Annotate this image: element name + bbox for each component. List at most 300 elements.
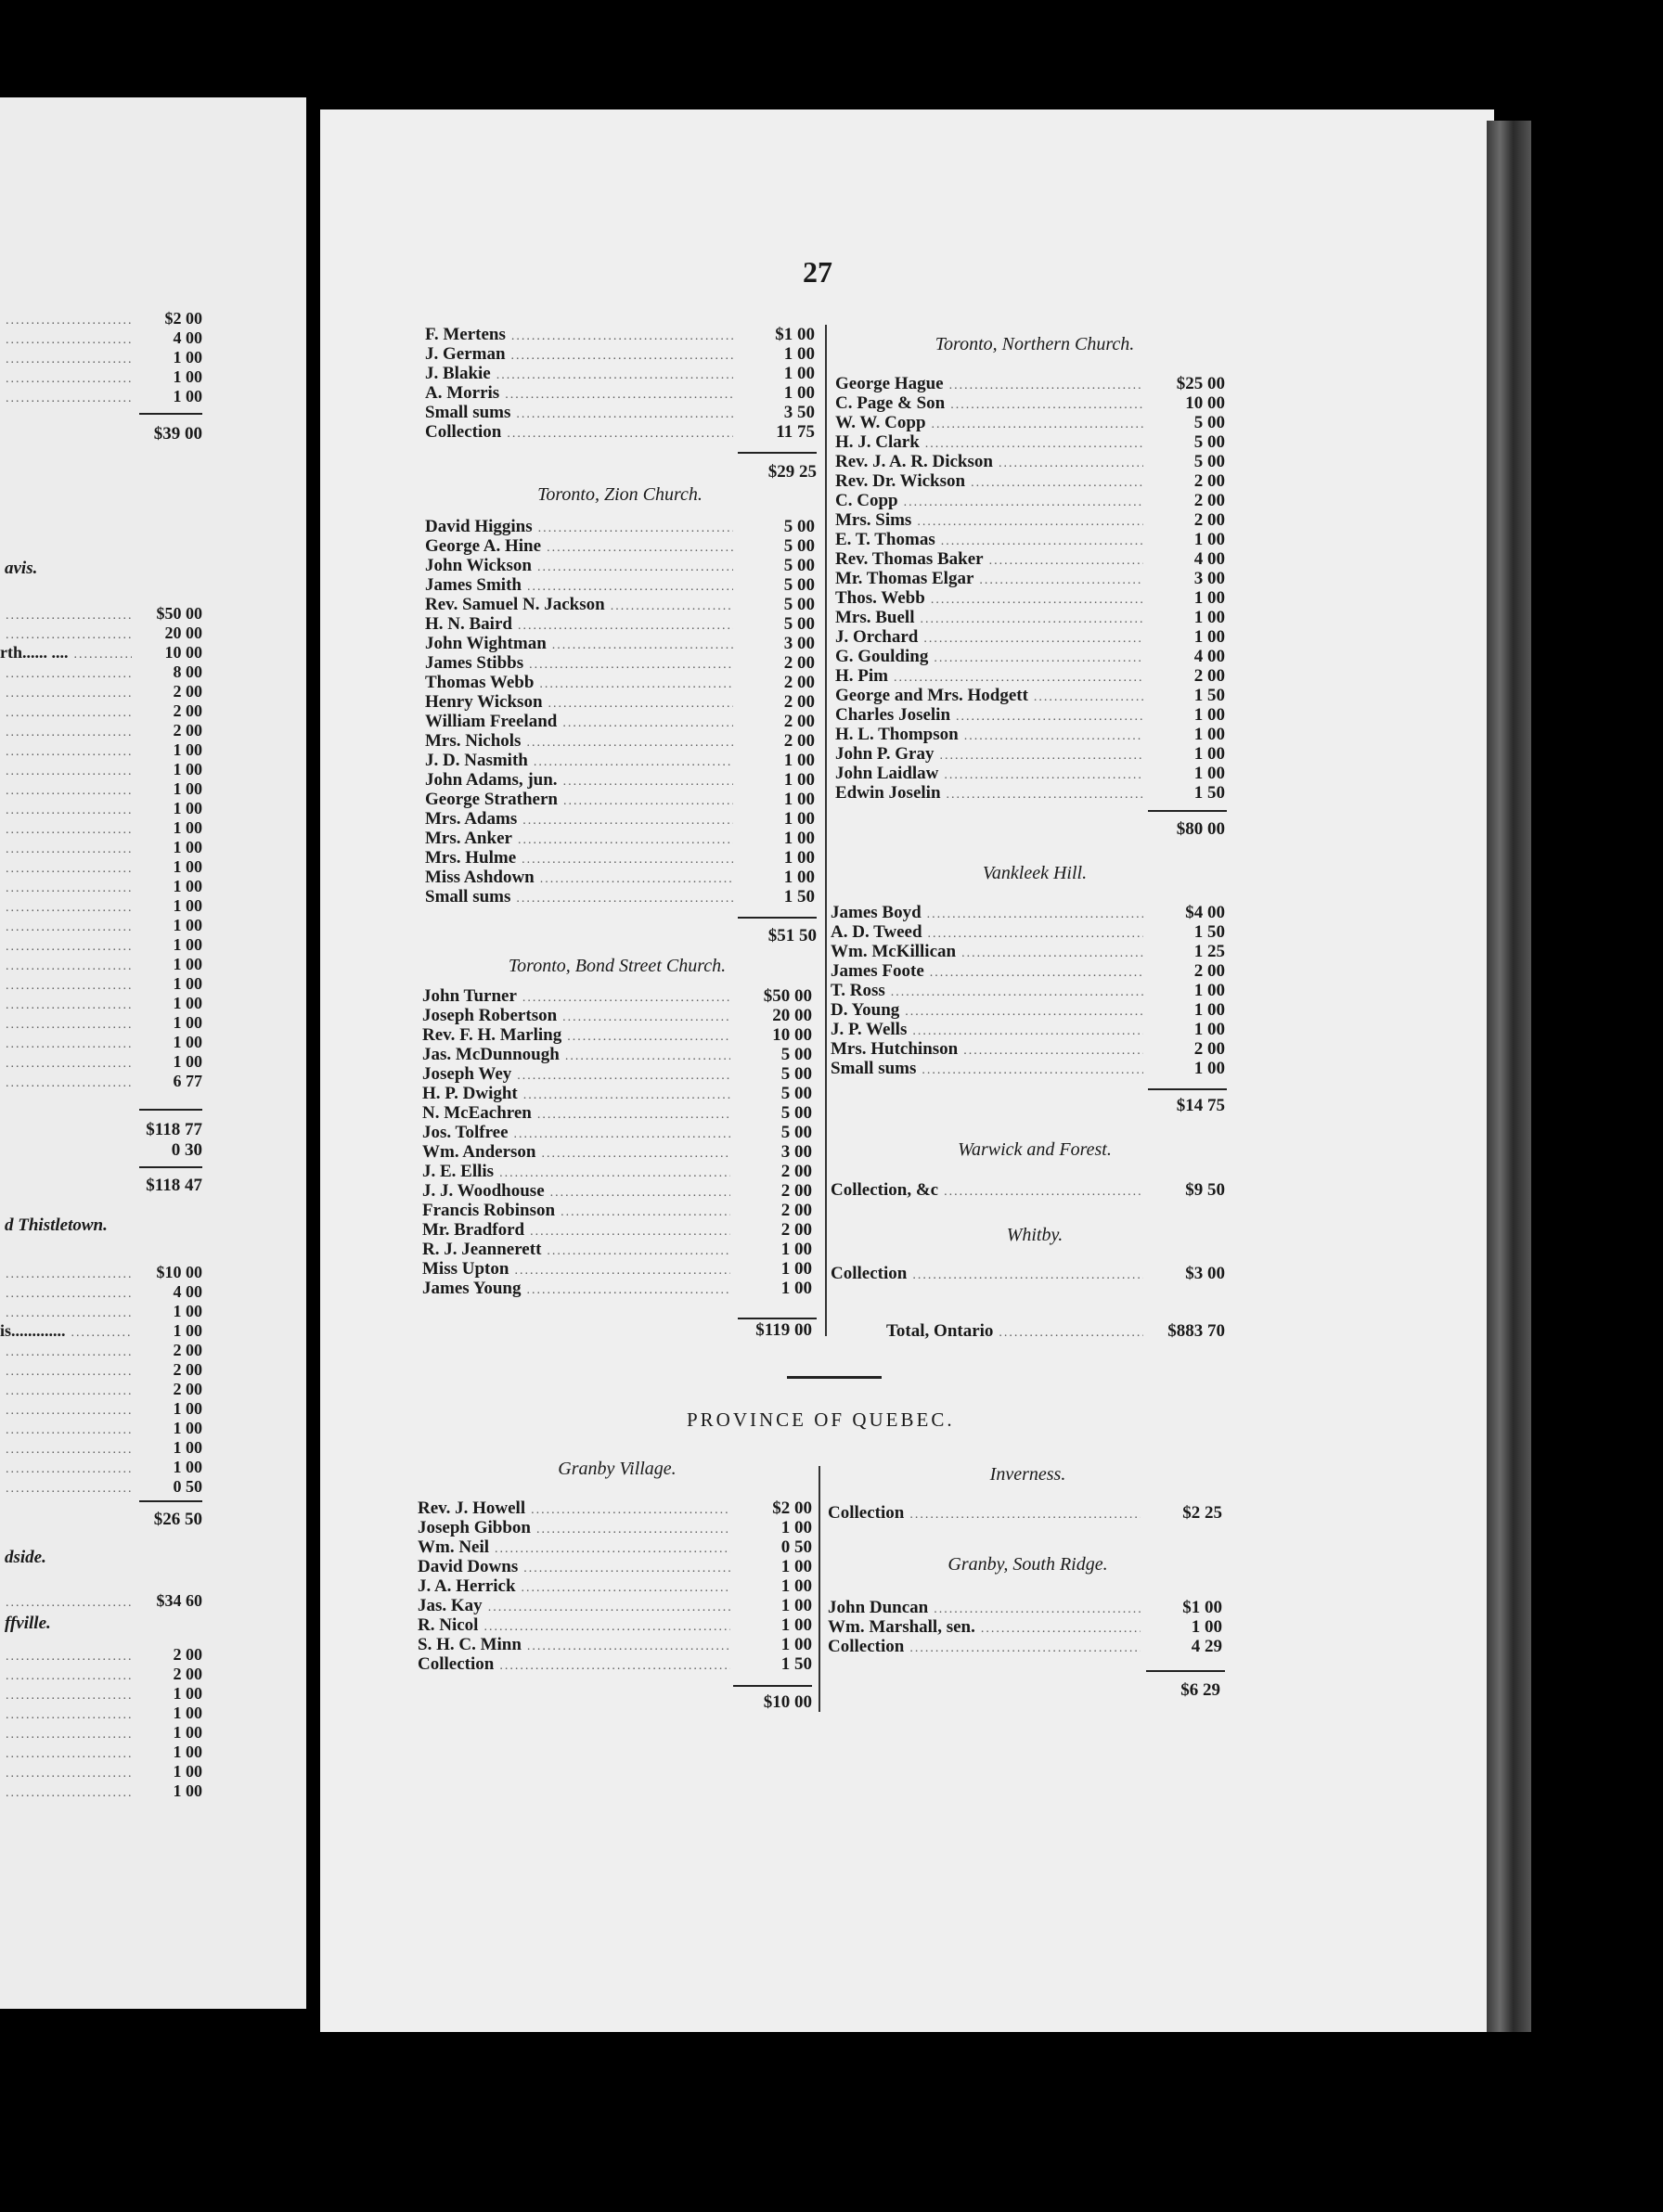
contributor-name: Mrs. Anker <box>425 829 512 848</box>
leader-dots <box>949 376 1143 395</box>
amount: 2 00 <box>780 1201 812 1220</box>
leader-dots <box>999 454 1143 473</box>
amount: 1 00 <box>173 955 202 973</box>
amount: 1 00 <box>1193 588 1225 608</box>
ledger-row-fragment <box>0 643 202 662</box>
section-divider <box>787 1376 882 1379</box>
leader-dots <box>6 1343 132 1362</box>
leader-dots <box>894 668 1143 688</box>
granby-total: $10 00 <box>763 1692 812 1712</box>
ledger-row <box>835 393 1225 413</box>
ledger-row-fragment <box>0 721 202 740</box>
leader-dots <box>6 1035 132 1054</box>
south-ridge-total: $6 29 <box>1180 1680 1220 1700</box>
leader-dots <box>934 1600 1141 1619</box>
leader-dots <box>930 963 1143 983</box>
leader-dots <box>511 327 733 346</box>
amount: 1 00 <box>173 1704 202 1722</box>
amount: 5 00 <box>780 1103 812 1123</box>
ledger-row <box>835 588 1225 608</box>
amount: 1 00 <box>783 829 815 848</box>
amount: 1 00 <box>1193 705 1225 725</box>
amount: 1 00 <box>783 383 815 403</box>
ledger-row <box>835 686 1225 705</box>
amount: 1 00 <box>173 877 202 895</box>
total-rule <box>139 1166 202 1168</box>
ledger-row <box>422 1123 812 1142</box>
amount: 5 00 <box>783 517 815 536</box>
ledger-row-fragment <box>0 1591 202 1611</box>
contributor-name: Thomas Webb <box>425 673 535 692</box>
amount: 1 00 <box>1191 1617 1222 1637</box>
amount: 5 00 <box>783 536 815 556</box>
left-group-1 <box>0 309 202 406</box>
ledger-row <box>418 1635 812 1654</box>
amount: 1 00 <box>173 896 202 915</box>
amount: 2 00 <box>173 1360 202 1379</box>
leader-dots <box>6 1647 132 1666</box>
amount: 1 00 <box>173 799 202 817</box>
ledger-row <box>831 922 1225 942</box>
ledger-row <box>418 1498 812 1518</box>
zion-church-list <box>425 517 815 907</box>
amount: 1 00 <box>780 1557 812 1576</box>
amount: $2 25 <box>1182 1503 1222 1523</box>
section-title-granby: Granby Village. <box>558 1459 677 1479</box>
section-title-whitby: Whitby. <box>1006 1225 1064 1245</box>
ledger-row <box>425 422 815 442</box>
amount: 3 00 <box>780 1142 812 1162</box>
leader-dots <box>536 1520 730 1539</box>
contributor-name: R. J. Jeannerett <box>422 1240 542 1259</box>
amount: 2 00 <box>173 1665 202 1683</box>
leader-dots <box>499 1164 730 1183</box>
amount: 6 77 <box>173 1072 202 1090</box>
leader-dots <box>6 1074 132 1093</box>
ledger-row <box>831 961 1225 981</box>
ledger-row <box>422 986 812 1006</box>
ledger-row-fragment <box>0 1263 202 1282</box>
left-page <box>0 97 306 2009</box>
total-rule <box>1148 810 1227 812</box>
contributor-name: George and Mrs. Hodgett <box>835 686 1028 705</box>
contributor-name: James Young <box>422 1279 522 1298</box>
leader-dots <box>523 1086 730 1105</box>
leader-dots <box>909 1639 1141 1658</box>
leader-dots <box>6 859 132 879</box>
leader-dots <box>567 1027 730 1047</box>
left-total-2a: $118 77 <box>146 1120 202 1139</box>
ledger-row-fragment <box>0 1321 202 1341</box>
amount: 5 00 <box>780 1084 812 1103</box>
leader-dots <box>547 1241 730 1261</box>
ledger-row <box>425 344 815 364</box>
amount: 1 00 <box>173 367 202 386</box>
section-title-bond-street: Toronto, Bond Street Church. <box>508 956 727 976</box>
vankleek-hill-list <box>831 903 1225 1078</box>
amount: 1 00 <box>173 838 202 856</box>
leader-dots <box>6 918 132 937</box>
leader-dots <box>925 434 1143 454</box>
left-total-3: $26 50 <box>153 1510 202 1529</box>
page-number: 27 <box>803 255 832 289</box>
book-spine <box>1487 121 1531 2032</box>
contributor-name: J. J. Woodhouse <box>422 1181 545 1201</box>
contributor-name: Wm. Anderson <box>422 1142 536 1162</box>
contributor-name: Mr. Bradford <box>422 1220 525 1240</box>
leader-dots <box>6 330 132 350</box>
ledger-row <box>835 510 1225 530</box>
amount: 1 50 <box>1193 783 1225 803</box>
ledger-row <box>425 868 815 887</box>
leader-dots <box>6 664 132 684</box>
amount: 1 00 <box>780 1279 812 1298</box>
ledger-row <box>425 848 815 868</box>
leader-dots <box>516 405 733 424</box>
leader-dots <box>534 752 733 772</box>
ledger-row <box>425 653 815 673</box>
amount: 2 00 <box>1193 471 1225 491</box>
leader-dots <box>527 577 733 597</box>
contributor-name: Francis Robinson <box>422 1201 556 1220</box>
total-rule <box>738 917 817 919</box>
leader-dots <box>981 1619 1141 1639</box>
leader-dots <box>518 616 733 636</box>
leader-dots <box>912 1266 1143 1285</box>
ledger-row-fragment <box>0 1419 202 1438</box>
leader-dots <box>505 385 733 405</box>
amount: 2 00 <box>1193 666 1225 686</box>
leader-dots <box>6 350 132 369</box>
leader-dots <box>6 1479 132 1498</box>
contributor-name: John Wightman <box>425 634 547 653</box>
amount: 20 00 <box>772 1006 812 1025</box>
contributor-name: John P. Gray <box>835 744 935 764</box>
amount: 1 00 <box>780 1240 812 1259</box>
northern-church-list <box>835 374 1225 803</box>
leader-dots <box>989 551 1143 571</box>
amount: 1 00 <box>1193 530 1225 549</box>
ledger-row-fragment <box>0 1645 202 1665</box>
contributor-name: William Freeland <box>425 712 558 731</box>
amount: 3 00 <box>783 634 815 653</box>
amount: $2 00 <box>164 309 202 328</box>
ledger-row <box>418 1537 812 1557</box>
ledger-row <box>418 1576 812 1596</box>
leader-dots <box>6 781 132 801</box>
total-rule <box>1146 1670 1225 1672</box>
ledger-row <box>425 556 815 575</box>
contributor-name: Small sums <box>425 403 511 422</box>
contributor-name: A. D. Tweed <box>831 922 922 942</box>
ledger-row-fragment <box>0 779 202 799</box>
contributor-name: Small sums <box>425 887 511 907</box>
ledger-row <box>831 942 1225 961</box>
amount: 1 00 <box>173 1762 202 1781</box>
amount: 1 00 <box>1193 764 1225 783</box>
amount: $2 00 <box>772 1498 812 1518</box>
amount: 5 00 <box>780 1064 812 1084</box>
ledger-row-fragment <box>0 838 202 857</box>
leader-dots <box>517 1066 730 1086</box>
contributor-name: H. P. Dwight <box>422 1084 518 1103</box>
leader-dots <box>547 538 733 558</box>
contributor-name: Rev. F. H. Marling <box>422 1025 562 1045</box>
contributor-name: Collection <box>425 422 502 442</box>
amount: 4 00 <box>1193 549 1225 569</box>
amount: 1 00 <box>783 790 815 809</box>
amount: $4 00 <box>1185 903 1225 922</box>
ledger-row <box>425 790 815 809</box>
column-divider <box>825 325 827 1336</box>
ledger-row <box>831 1039 1225 1059</box>
leader-dots <box>74 645 133 664</box>
ledger-row <box>425 731 815 751</box>
leader-dots <box>563 791 733 811</box>
contributor-name: J. A. Herrick <box>418 1576 516 1596</box>
contributor-name: H. Pim <box>835 666 888 686</box>
amount: 1 00 <box>1193 627 1225 647</box>
leader-dots <box>909 1505 1141 1524</box>
ledger-row <box>422 1259 812 1279</box>
ledger-row <box>831 1020 1225 1039</box>
amount: 1 00 <box>173 857 202 876</box>
leader-dots <box>6 762 132 781</box>
ledger-row <box>422 1006 812 1025</box>
leader-dots <box>6 369 132 389</box>
contributor-name: James Smith <box>425 575 522 595</box>
leader-dots <box>904 493 1143 512</box>
ledger-row <box>835 666 1225 686</box>
vankleek-total: $14 75 <box>1176 1096 1225 1115</box>
ledger-row <box>425 809 815 829</box>
ledger-row <box>425 364 815 383</box>
ledger-row-fragment <box>0 1282 202 1302</box>
contributor-name: N. McEachren <box>422 1103 532 1123</box>
ledger-row-fragment <box>0 604 202 624</box>
ledger-row-fragment <box>0 857 202 877</box>
left-group-2 <box>0 604 202 1091</box>
amount: 10 00 <box>772 1025 812 1045</box>
ledger-row-fragment <box>0 1743 202 1762</box>
ledger-row-fragment <box>0 1477 202 1497</box>
ledger-row <box>422 1084 812 1103</box>
leader-dots <box>6 1284 132 1304</box>
contributor-name: Collection <box>831 1264 908 1283</box>
leader-dots <box>6 311 132 330</box>
ledger-row <box>835 705 1225 725</box>
leader-dots <box>529 655 733 675</box>
leader-dots <box>947 785 1143 804</box>
amount: 0 50 <box>780 1537 812 1557</box>
total-rule <box>139 413 202 415</box>
leader-dots <box>6 1705 132 1725</box>
leader-dots <box>6 820 132 840</box>
amount: $9 50 <box>1185 1180 1225 1200</box>
leader-dots <box>541 1144 730 1164</box>
bond-street-church-list <box>422 986 812 1298</box>
ledger-row-fragment <box>0 1781 202 1801</box>
amount: 1 00 <box>173 1033 202 1051</box>
contributor-name: G. Goulding <box>835 647 929 666</box>
amount: 1 00 <box>783 809 815 829</box>
ledger-row <box>422 1240 812 1259</box>
ledger-row <box>835 530 1225 549</box>
leader-dots <box>921 610 1144 629</box>
leader-dots <box>6 703 132 723</box>
ledger-row-fragment <box>0 367 202 387</box>
leader-dots <box>562 714 733 733</box>
leader-dots <box>526 733 733 752</box>
ledger-row <box>422 1142 812 1162</box>
leader-dots <box>527 1637 730 1656</box>
amount: $50 00 <box>156 604 202 623</box>
amount: $25 00 <box>1176 374 1225 393</box>
leader-dots <box>538 519 733 538</box>
leader-dots <box>6 606 132 625</box>
amount: 1 00 <box>1193 1020 1225 1039</box>
contributor-name: Edwin Joselin <box>835 783 941 803</box>
amount: 1 50 <box>783 887 815 907</box>
ledger-row-fragment <box>0 1052 202 1072</box>
amount: 1 00 <box>173 740 202 759</box>
leader-dots <box>530 1222 730 1241</box>
leader-dots <box>495 1539 730 1559</box>
leader-dots <box>6 1304 132 1323</box>
amount: 1 00 <box>173 1321 202 1340</box>
ledger-row-fragment <box>0 740 202 760</box>
contributor-name: D. Young <box>831 1000 900 1020</box>
contributor-name: J. P. Wells <box>831 1020 908 1039</box>
ledger-row-fragment <box>0 1072 202 1091</box>
left-section-fragment: ffville. <box>5 1614 51 1633</box>
amount: 2 00 <box>173 1645 202 1664</box>
amount: 1 00 <box>780 1596 812 1615</box>
leader-dots <box>6 684 132 703</box>
ledger-row <box>425 536 815 556</box>
contributor-name: Mrs. Hulme <box>425 848 517 868</box>
ledger-row <box>418 1654 812 1674</box>
ledger-row-fragment <box>0 1723 202 1743</box>
leader-dots <box>963 1041 1143 1061</box>
amount: 1 00 <box>173 916 202 934</box>
contributor-name: Wm. Neil <box>418 1537 490 1557</box>
leader-dots <box>537 1105 730 1125</box>
amount: 5 00 <box>783 595 815 614</box>
ledger-row-fragment <box>0 328 202 348</box>
ledger-row <box>425 325 815 344</box>
province-heading: PROVINCE OF QUEBEC. <box>687 1408 955 1431</box>
ledger-row <box>831 903 1225 922</box>
leader-dots <box>6 1401 132 1421</box>
contributor-name: Collection <box>828 1637 905 1656</box>
contributor-name: E. T. Thomas <box>835 530 935 549</box>
leader-dots <box>6 1686 132 1705</box>
leader-dots <box>516 889 733 908</box>
ledger-row-fragment <box>0 935 202 955</box>
contributor-name: S. H. C. Minn <box>418 1635 522 1654</box>
ledger-row <box>425 595 815 614</box>
leader-dots <box>6 801 132 820</box>
contributor-name: George Hague <box>835 374 944 393</box>
amount: 5 00 <box>783 575 815 595</box>
leader-dots <box>562 1008 730 1027</box>
contributor-name: John Duncan <box>828 1598 929 1617</box>
leader-dots <box>939 746 1143 765</box>
contributor-name: H. J. Clark <box>835 432 920 452</box>
contributor-name: Collection, &c <box>831 1180 939 1200</box>
leader-dots <box>6 1265 132 1284</box>
ledger-row <box>418 1557 812 1576</box>
ledger-row <box>422 1201 812 1220</box>
contributor-name: Mrs. Sims <box>835 510 912 530</box>
ledger-row-fragment <box>0 994 202 1013</box>
leader-dots <box>6 1362 132 1382</box>
leader-dots <box>6 1764 132 1783</box>
contributor-name: J. Blakie <box>425 364 491 383</box>
leader-dots <box>941 532 1143 551</box>
contributor-name: David Downs <box>418 1557 519 1576</box>
leader-dots <box>922 1061 1143 1080</box>
leader-dots <box>931 590 1143 610</box>
ledger-row <box>828 1598 1222 1617</box>
leader-dots <box>6 742 132 762</box>
amount: 2 00 <box>173 701 202 720</box>
contributor-name: Joseph Robertson <box>422 1006 558 1025</box>
ledger-row <box>422 1045 812 1064</box>
contributor-name: F. Mertens <box>425 325 506 344</box>
leader-dots <box>561 1202 730 1222</box>
amount: 2 00 <box>780 1181 812 1201</box>
ledger-row <box>425 712 815 731</box>
leader-dots <box>552 636 733 655</box>
contributor-name: David Higgins <box>425 517 533 536</box>
amount: 2 00 <box>173 682 202 701</box>
contributor-name: Mrs. Nichols <box>425 731 522 751</box>
leader-dots <box>523 1559 730 1578</box>
amount: 1 00 <box>780 1635 812 1654</box>
contributor-name: Rev. J. A. R. Dickson <box>835 452 993 471</box>
amount: $10 00 <box>156 1263 202 1281</box>
amount: 1 00 <box>783 770 815 790</box>
contributor-name: J. D. Nasmith <box>425 751 528 770</box>
contributor-name: James Boyd <box>831 903 922 922</box>
ledger-row <box>425 517 815 536</box>
amount: 1 00 <box>1193 725 1225 744</box>
ledger-row <box>835 744 1225 764</box>
ledger-row <box>425 770 815 790</box>
ledger-row <box>831 1000 1225 1020</box>
left-total-1: $39 00 <box>153 424 202 444</box>
contributor-name: Mrs. Buell <box>835 608 915 627</box>
contributor-name: James Stibbs <box>425 653 524 673</box>
amount: 1 00 <box>173 818 202 837</box>
ledger-row <box>828 1503 1222 1523</box>
ledger-row-fragment <box>0 701 202 721</box>
section-title-inverness: Inverness. <box>989 1464 1066 1485</box>
amount: 0 50 <box>173 1477 202 1496</box>
contributor-name: John Laidlaw <box>835 764 939 783</box>
leader-dots <box>563 772 733 791</box>
amount: 1 00 <box>173 974 202 993</box>
bond-street-total: $119 00 <box>755 1320 812 1340</box>
leader-dots <box>6 1593 132 1613</box>
amount: 5 00 <box>780 1123 812 1142</box>
leader-dots <box>522 988 730 1008</box>
amount: 1 00 <box>783 364 815 383</box>
amount: $1 00 <box>775 325 815 344</box>
contributor-name: Rev. Thomas Baker <box>835 549 984 569</box>
